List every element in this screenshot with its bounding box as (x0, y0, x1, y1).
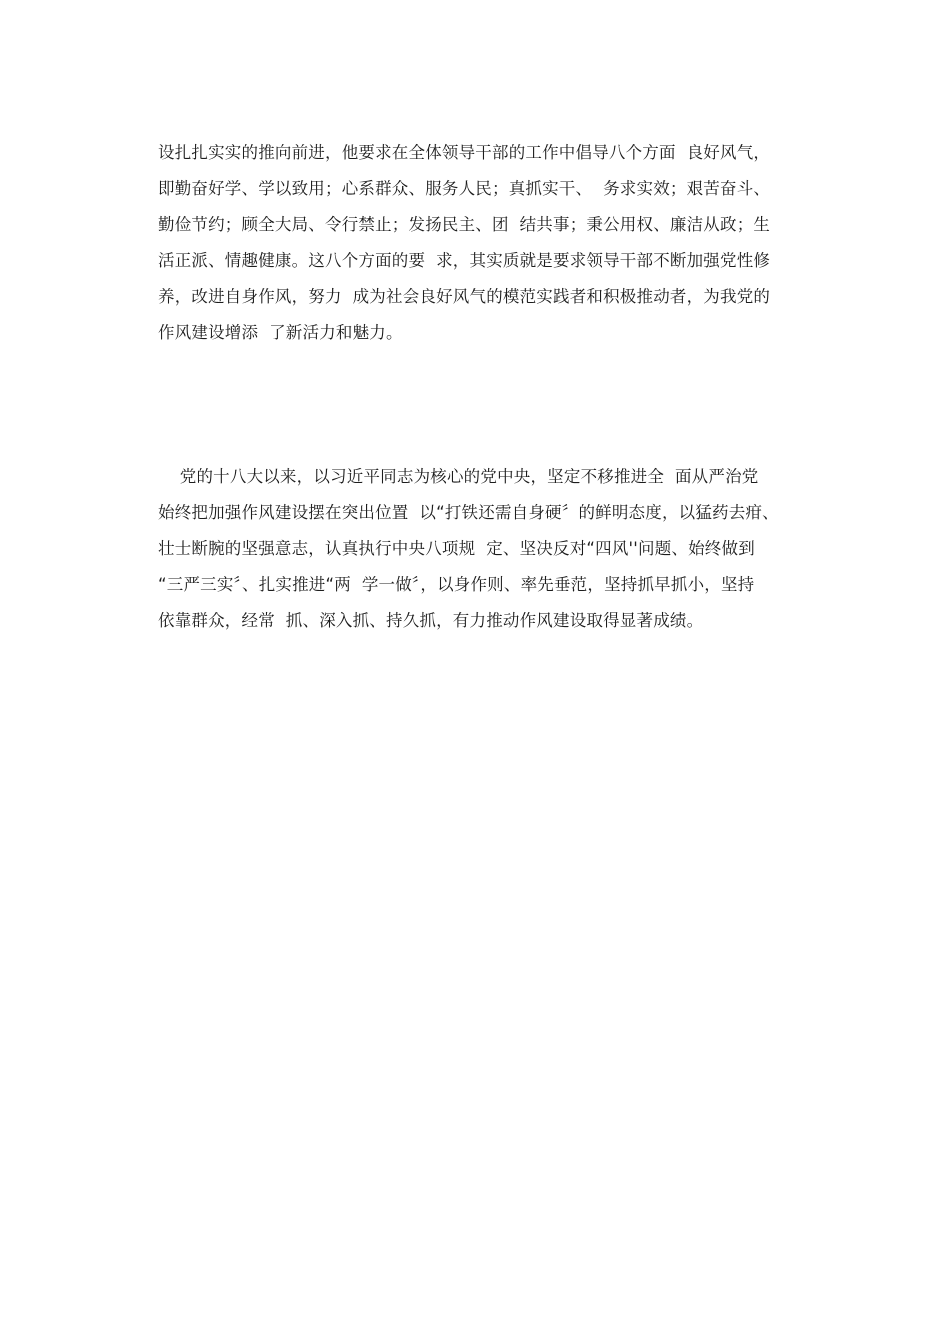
text-line: 活正派、情趣健康。这八个方面的要 求，其实质就是要求领导干部不断加强党性修 (158, 251, 771, 270)
text-line: 壮士断腕的坚强意志，认真执行中央八项规 定、坚决反对“四风''问题、始终做到 (158, 539, 755, 558)
text-line: “三严三实〞、扎实推进“两 学一做〞，以身作则、率先垂范，坚持抓早抓小，坚持 (158, 575, 755, 594)
text-line: 作风建设增添 了新活力和魅力。 (158, 323, 403, 342)
text-line: 依靠群众，经常 抓、深入抓、持久抓，有力推动作风建设取得显著成绩。 (158, 611, 704, 630)
text-line: 始终把加强作风建设摆在突出位置 以“打铁还需自身硬〞的鲜明态度，以猛药去疳、 (158, 503, 779, 522)
paragraph-since-18th-congress (158, 466, 818, 646)
paragraph-work-style-requirements (158, 142, 818, 358)
text-line: 党的十八大以来，以习近平同志为核心的党中央，坚定不移推进全 面从严治党 (158, 467, 759, 486)
text-line: 即勤奋好学、学以致用；心系群众、服务人民；真抓实干、 务求实效；艰苦奋斗、 (158, 179, 771, 198)
text-line: 养，改进自身作风，努力 成为社会良好风气的模范实践者和积极推动者，为我党的 (158, 287, 771, 306)
text-line: 设扎扎实实的推向前进，他要求在全体领导干部的工作中倡导八个方面 良好风气， (158, 143, 771, 162)
text-line: 勤俭节约；顾全大局、令行禁止；发扬民主、团 结共事；秉公用权、廉洁从政；生 (158, 215, 771, 234)
